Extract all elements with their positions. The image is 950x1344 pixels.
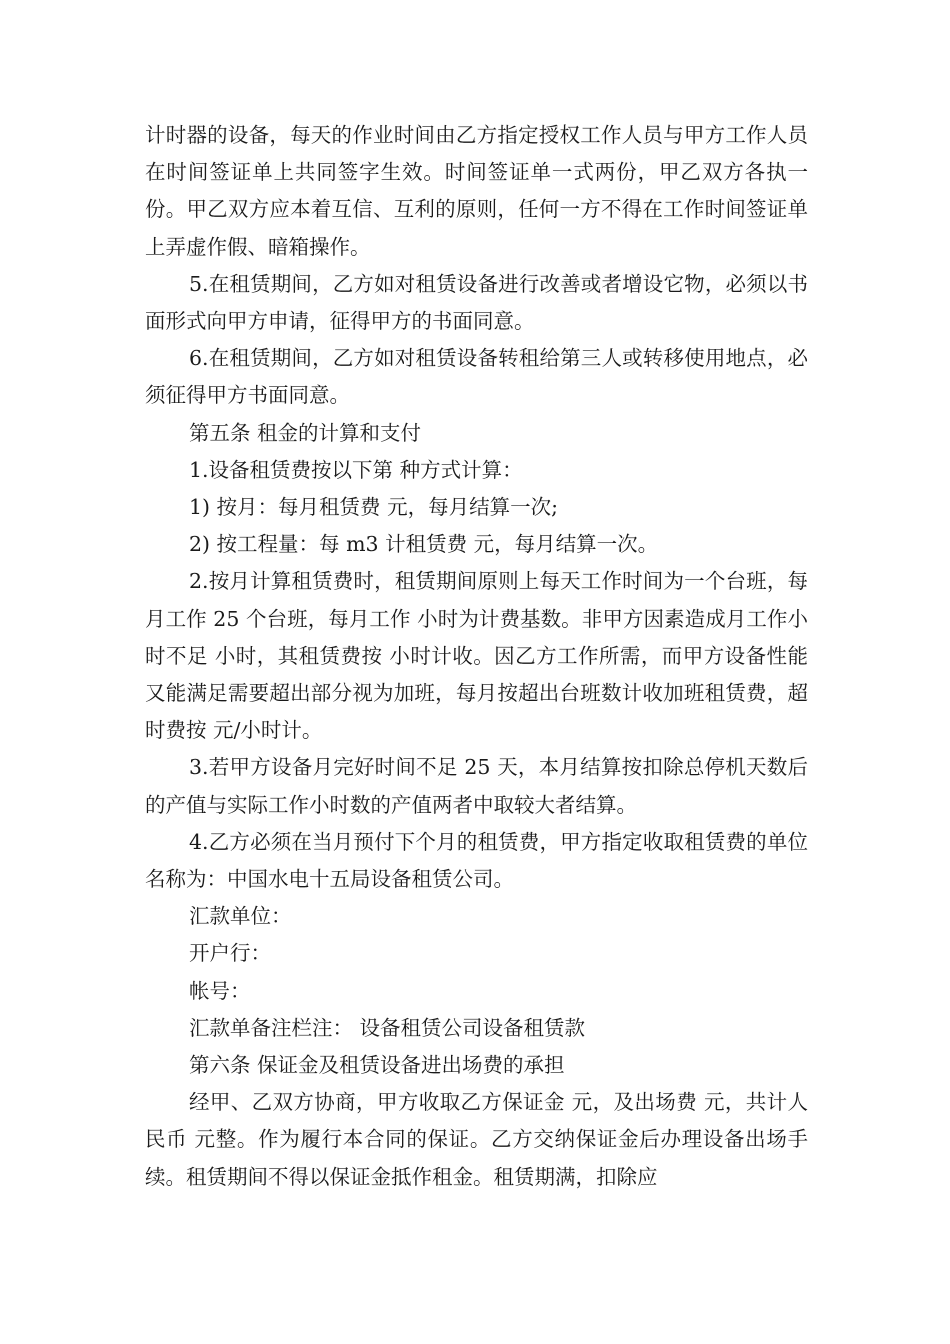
paragraph-clause-6: 6.在租赁期间，乙方如对租赁设备转租给第三人或转移使用地点，必须征得甲方书面同意。 [145,346,808,408]
paragraph-monthly-calculation: 2.按月计算租赁费时，租赁期间原则上每天工作时间为一个台班，每月工作 25 个台班，每月工作 小时为计费基数。非甲方因素造成月工作小时不足 小时，其租赁费按 小时计收。因乙方工作所需，而甲方设备性能又能满足需要超出部分视为加班，每月按超出台班数计收加班租赁费，超时费按 元/小时计。 [145,569,808,743]
document-body [145,117,808,1196]
account-number-label: 帐号： [189,978,251,1003]
paragraph-prepayment: 4.乙方必须在当月预付下个月的租赁费，甲方指定收取租赁费的单位名称为：中国水电十五局设备租赁公司。 [145,829,808,892]
paragraph-availability: 3.若甲方设备月完好时间不足 25 天，本月结算按扣除总停机天数后的产值与实际工作小时数的产值两者中取较大者结算。 [145,755,808,817]
paragraph-time-certificate: 计时器的设备，每天的作业时间由乙方指定授权工作人员与甲方工作人员在时间签证单上共同签字生效。时间签证单一式两份，甲乙双方各执一份。甲乙双方应本着互信、互利的原则，任何一方不得在工作时间签证单上弄虚作假、暗箱操作。 [145,123,808,259]
remittance-unit-label: 汇款单位： [189,904,292,929]
bank-label: 开户行： [189,941,271,966]
remittance-note-label: 汇款单备注栏注： 设备租赁公司设备租赁款 [189,1015,586,1040]
paragraph-clause-5: 5.在租赁期间，乙方如对租赁设备进行改善或者增设它物，必须以书面形式向甲方申请，征得甲方的书面同意。 [145,271,808,334]
article-5-heading: 第五条 租金的计算和支付 [189,420,422,445]
paragraph-deposit: 经甲、乙双方协商，甲方收取乙方保证金 元，及出场费 元，共计人民币 元整。作为履行本合同的保证。乙方交纳保证金后办理设备出场手续。租赁期间不得以保证金抵作租金。租赁期满，扣除应 [145,1090,808,1189]
paragraph-by-workload: 2) 按工程量：每 m3 计租赁费 元，每月结算一次。 [189,532,659,557]
article-6-heading: 第六条 保证金及租赁设备进出场费的承担 [189,1053,565,1078]
paragraph-fee-method: 1.设备租赁费按以下第 种方式计算： [189,457,523,482]
paragraph-by-month: 1) 按月：每月租赁费 元，每月结算一次; [189,495,558,520]
